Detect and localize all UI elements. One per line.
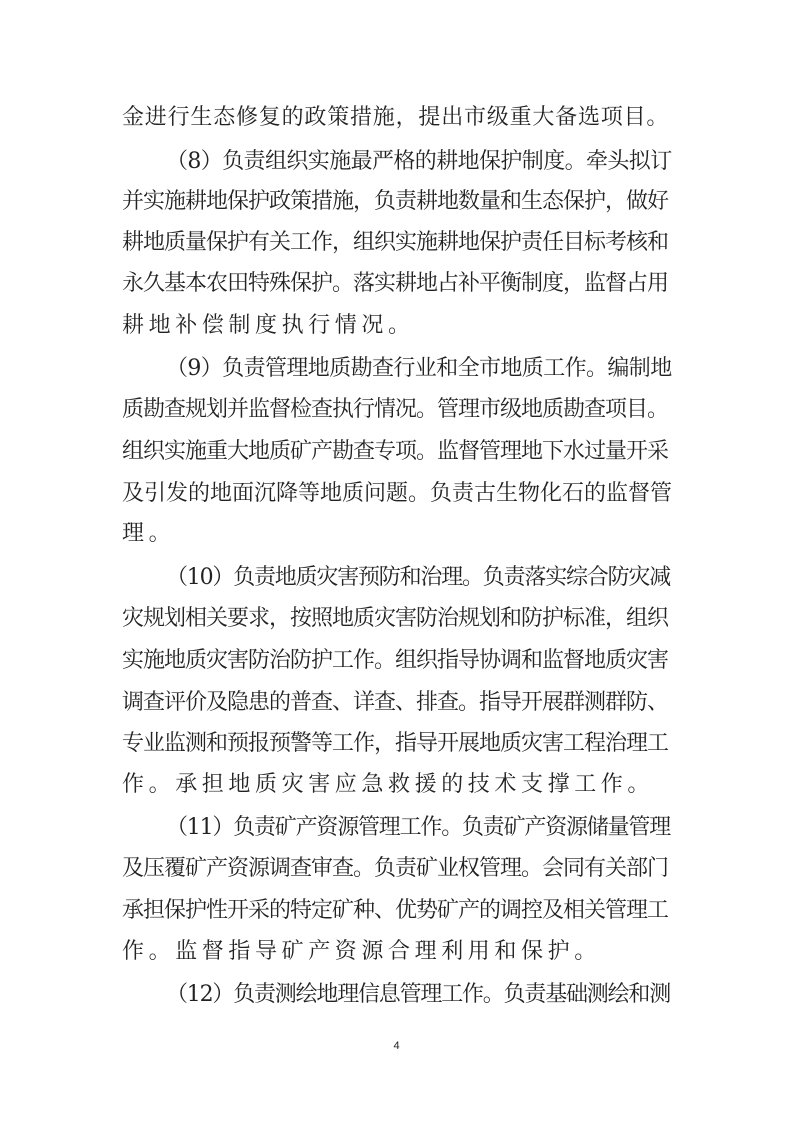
page-number: 4 xyxy=(393,1040,400,1052)
text-line: （12）负责测绘地理信息管理工作。负责基础测绘和测 xyxy=(166,982,670,1007)
text-line: 理。 xyxy=(122,521,176,546)
text-line: 永久基本农田特殊保护。落实耕地占补平衡制度，监督占用 xyxy=(122,271,669,296)
text-line: 组织实施重大地质矿产勘查专项。监督管理地下水过量开采 xyxy=(122,439,669,464)
text-line: 实施地质灾害防治防护工作。组织指导协调和监督地质灾害 xyxy=(122,648,669,673)
text-line: 及引发的地面沉降等地质问题。负责古生物化石的监督管 xyxy=(122,481,673,506)
text-line: 质勘查规划并监督检查执行情况。管理市级地质勘查项目。 xyxy=(122,397,669,422)
text-line: 耕地补偿制度执行情况。 xyxy=(122,313,415,338)
text-line: 金进行生态修复的政策措施，提出市级重大备选项目。 xyxy=(122,105,670,130)
text-line: 专业监测和预报预警等工作，指导开展地质灾害工程治理工 xyxy=(122,731,669,756)
text-line: （8）负责组织实施最严格的耕地保护制度。牵头拟订 xyxy=(166,149,672,174)
text-line: 及压覆矿产资源调查审查。负责矿业权管理。会同有关部门 xyxy=(122,856,669,881)
text-line: 作。承担地质灾害应急救援的技术支撑工作。 xyxy=(122,772,655,797)
text-line: （11）负责矿产资源管理工作。负责矿产资源储量管理 xyxy=(166,815,670,840)
text-line: （9）负责管理地质勘查行业和全市地质工作。编制地 xyxy=(166,356,672,381)
text-line: 灾规划相关要求，按照地质灾害防治规划和防护标准，组织 xyxy=(122,606,669,631)
text-line: 作。监督指导矿产资源合理利用和保护。 xyxy=(122,939,601,964)
text-line: （10）负责地质灾害预防和治理。负责落实综合防灾减 xyxy=(166,565,670,590)
text-line: 调查评价及隐患的普查、详查、排查。指导开展群测群防、 xyxy=(122,690,669,715)
text-line: 并实施耕地保护政策措施，负责耕地数量和生态保护，做好 xyxy=(122,189,669,214)
text-line: 耕地质量保护有关工作，组织实施耕地保护责任目标考核和 xyxy=(122,230,669,255)
text-line: 承担保护性开采的特定矿种、优势矿产的调控及相关管理工 xyxy=(122,898,669,923)
